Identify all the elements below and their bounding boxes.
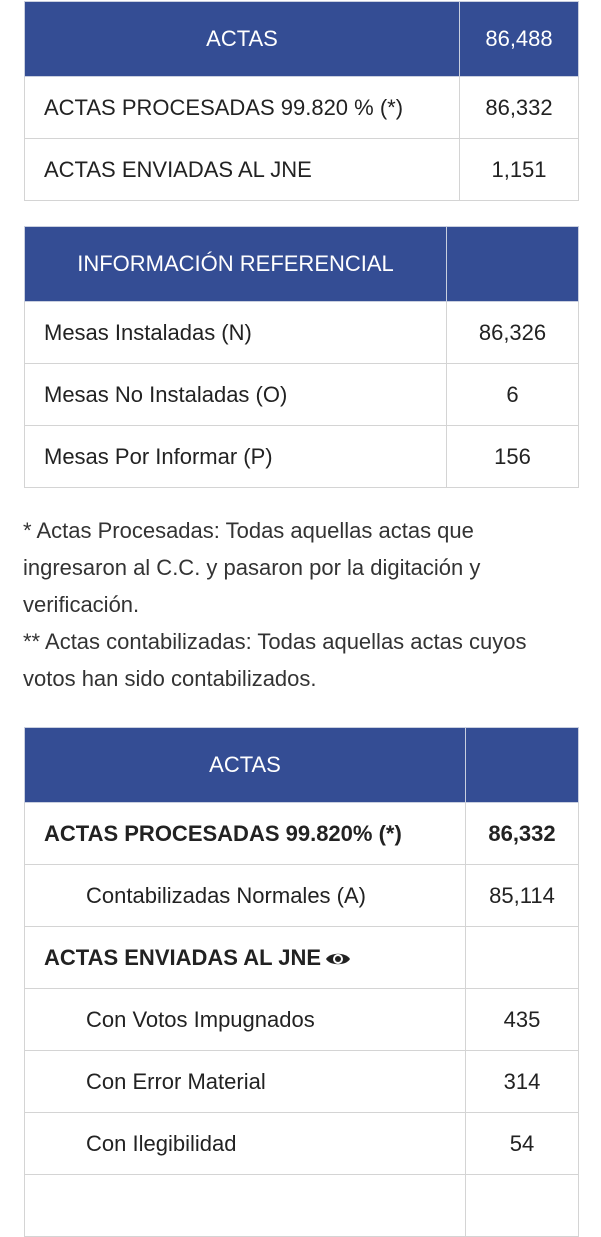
- footnote-actas-procesadas: * Actas Procesadas: Todas aquellas actas que ingresaron al C.C. y pasaron por la digitación y verificación.: [23, 518, 481, 617]
- header-value: [447, 227, 579, 302]
- row-label: Contabilizadas Normales (A): [25, 865, 466, 927]
- row-value: 435: [466, 989, 579, 1051]
- table-row: [25, 1113, 579, 1175]
- header-label: ACTAS: [25, 728, 466, 803]
- row-value: [466, 927, 579, 989]
- table-row: [25, 426, 579, 488]
- table-row: [25, 302, 579, 364]
- footnote-actas-contabilizadas: ** Actas contabilizadas: Todas aquellas actas cuyos votos han sido contabilizados.: [23, 629, 527, 691]
- row-value: 86,332: [460, 77, 579, 139]
- row-label: Con Error Material: [25, 1051, 466, 1113]
- row-value-partial: [466, 1175, 579, 1237]
- row-value: 1,151: [460, 139, 579, 201]
- row-value: 6: [447, 364, 579, 426]
- actas-summary-table: [24, 1, 579, 201]
- table-row: [25, 77, 579, 139]
- table-row: [25, 865, 579, 927]
- row-label: ACTAS ENVIADAS AL JNE: [25, 139, 460, 201]
- row-value: 86,332: [466, 803, 579, 865]
- header-label: ACTAS: [25, 2, 460, 77]
- header-value: 86,488: [460, 2, 579, 77]
- table-row: [25, 803, 579, 865]
- row-label: Con Votos Impugnados: [25, 989, 466, 1051]
- row-value: 86,326: [447, 302, 579, 364]
- table-header-row: [25, 728, 579, 803]
- row-label-partial: [25, 1175, 466, 1237]
- row-label: Mesas No Instaladas (O): [25, 364, 447, 426]
- row-value: 314: [466, 1051, 579, 1113]
- footnotes: [23, 512, 583, 697]
- table-header-row: [25, 227, 579, 302]
- row-value: 156: [447, 426, 579, 488]
- row-label: Mesas Instaladas (N): [25, 302, 447, 364]
- actas-detail-table: [24, 727, 579, 1237]
- row-label: Con Ilegibilidad: [25, 1113, 466, 1175]
- header-value: [466, 728, 579, 803]
- table-row: [25, 927, 579, 989]
- header-label: INFORMACIÓN REFERENCIAL: [25, 227, 447, 302]
- row-label: ACTAS ENVIADAS AL JNE: [44, 944, 322, 970]
- reference-info-table: [24, 226, 579, 488]
- row-label-cell: [25, 927, 466, 989]
- table-row: [25, 139, 579, 201]
- table-row: [25, 364, 579, 426]
- table-row: [25, 1175, 579, 1237]
- table-row: [25, 1051, 579, 1113]
- row-label: ACTAS PROCESADAS 99.820% (*): [25, 803, 466, 865]
- row-value: 54: [466, 1113, 579, 1175]
- row-label: Mesas Por Informar (P): [25, 426, 447, 488]
- eye-icon[interactable]: [325, 950, 351, 968]
- table-row: [25, 989, 579, 1051]
- row-value: 85,114: [466, 865, 579, 927]
- row-label: ACTAS PROCESADAS 99.820 % (*): [25, 77, 460, 139]
- table-header-row: [25, 2, 579, 77]
